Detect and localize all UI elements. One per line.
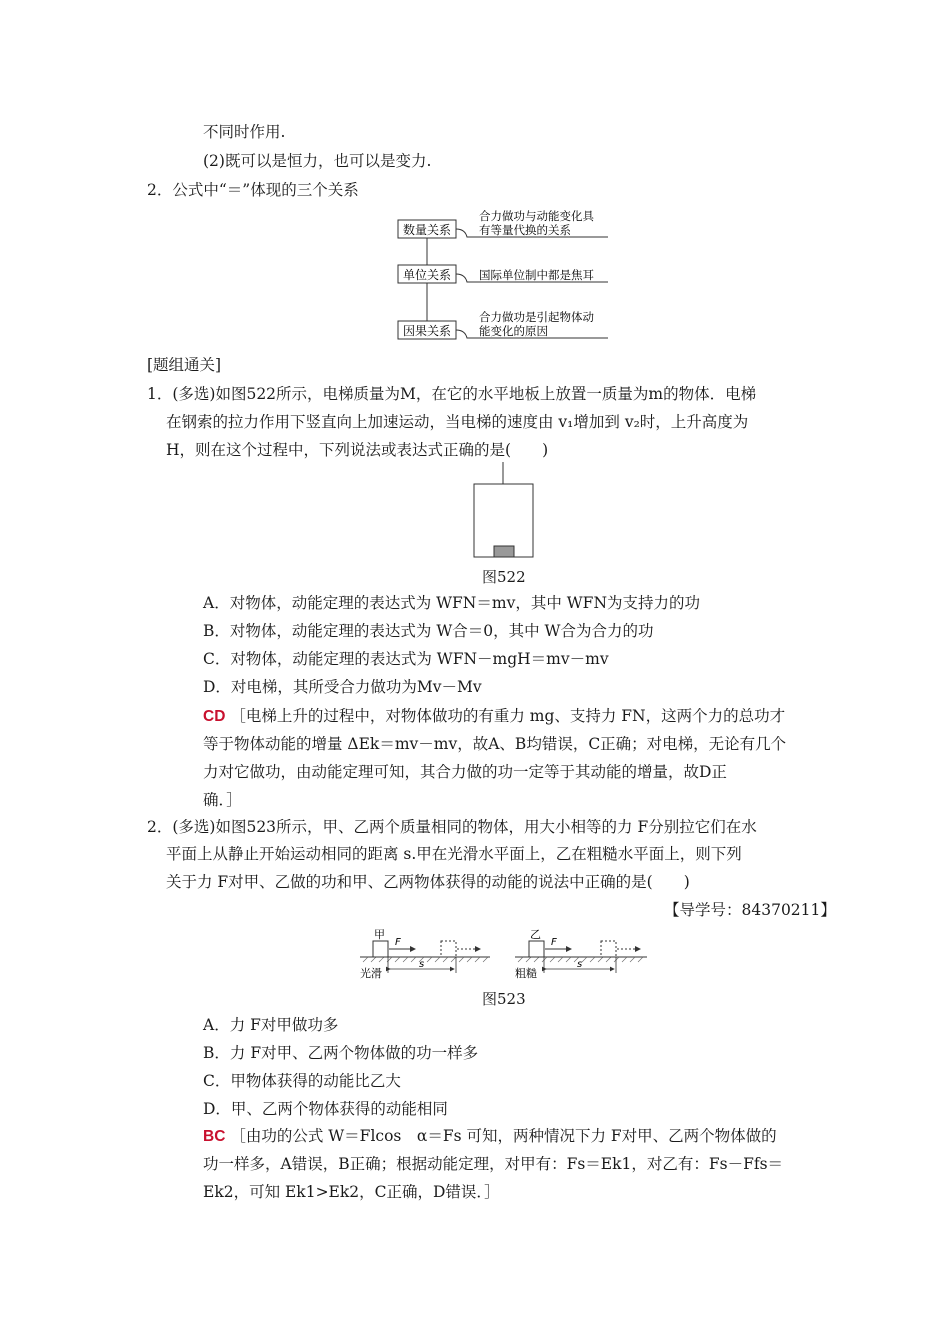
guide-number: 【导学号：84370211】 [664,901,836,919]
figure-523-caption: 图523 [482,990,526,1008]
force-figure [355,925,655,980]
label-rough: 粗糙 [515,967,537,980]
box-label-unit: 单位关系 [402,268,452,282]
force-label-left: F [395,937,401,948]
q2-option-c: C．甲物体获得的动能比乙大 [203,1072,401,1090]
q1-explanation-1 [203,706,785,727]
q1-option-d: D．对电梯，其所受合力做功为Mv－Mv [203,678,482,696]
q2-explanation-text-1: ［由功的公式 W＝Flcos α＝Fs 可知，两种情况下力 F对甲、乙两个物体做的 [230,1127,777,1145]
q2-option-d: D．甲、乙两个物体获得的动能相同 [203,1100,448,1118]
label-jia: 甲 [374,928,385,941]
desc-cause-1: 合力做功是引起物体动 [479,310,594,324]
box-label-cause: 因果关系 [402,324,452,338]
label-yi: 乙 [530,928,541,941]
q2-stem-1: 2．(多选)如图523所示，甲、乙两个质量相同的物体，用大小相等的力 F分别拉它们在水 [147,818,757,836]
q2-answer: BC [203,1128,226,1145]
relationship-diagram [395,207,615,342]
q1-stem-3: H，则在这个过程中，下列说法或表达式正确的是( ) [166,441,549,459]
intro-line-2: (2)既可以是恒力，也可以是变力. [203,152,432,170]
q1-explanation-3: 力对它做功，由动能定理可知，其合力做的功一定等于其动能的增量，故D正 [203,763,727,781]
q2-explanation-1 [203,1126,777,1147]
block-yi [529,941,544,957]
distance-label-right: s [577,959,583,970]
q2-option-b: B．力 F对甲、乙两个物体做的功一样多 [203,1044,479,1062]
desc-cause-2: 能变化的原因 [479,324,548,338]
distance-label-left: s [419,959,425,970]
box-label-quantity: 数量关系 [402,223,452,237]
figure-522-caption: 图522 [482,568,526,586]
group-title: [题组通关] [147,356,222,374]
q1-option-a: A．对物体，动能定理的表达式为 WFN＝mv，其中 WFN为支持力的功 [203,594,701,612]
section-2-title: 2．公式中“＝”体现的三个关系 [147,181,359,199]
desc-quantity-2: 有等量代换的关系 [479,223,571,237]
q1-answer: CD [203,708,226,725]
force-label-right: F [551,937,557,948]
q1-explanation-text-1: ［电梯上升的过程中，对物体做功的有重力 mg、支持力 FN，这两个力的总功才 [230,707,786,725]
q1-explanation-4: 确．］ [203,791,242,809]
q2-stem-3: 关于力 F对甲、乙做的功和甲、乙两物体获得的动能的说法中正确的是( ) [166,873,690,891]
q2-stem-2: 平面上从静止开始运动相同的距离 s.甲在光滑水平面上，乙在粗糙水平面上，则下列 [166,845,742,863]
block-jia [373,941,388,957]
q1-option-b: B．对物体，动能定理的表达式为 W合＝0，其中 W合为合力的功 [203,622,654,640]
intro-line-1: 不同时作用. [203,123,286,141]
q2-explanation-2: 功一样多，A错误，B正确；根据动能定理，对甲有：Fs＝Ek1，对乙有：Fs－Ffs＝ [203,1155,784,1173]
desc-quantity-1: 合力做功与动能变化具 [479,209,594,223]
elevator-figure [470,462,540,562]
q1-option-c: C．对物体，动能定理的表达式为 WFN－mgH＝mv－mv [203,650,609,668]
q1-explanation-2: 等于物体动能的增量 ΔEk＝mv－mv，故A、B均错误，C正确；对电梯，无论有几个 [203,735,787,753]
q1-stem-1: 1．(多选)如图522所示，电梯质量为M，在它的水平地板上放置一质量为m的物体．电梯 [147,385,757,403]
desc-unit-1: 国际单位制中都是焦耳 [479,268,594,282]
label-smooth: 光滑 [360,967,382,980]
q2-explanation-3: Ek2，可知 Ek1>Ek2，C正确，D错误．］ [203,1183,500,1201]
q2-option-a: A．力 F对甲做功多 [203,1016,339,1034]
object-block [494,546,514,557]
q1-stem-2: 在钢索的拉力作用下竖直向上加速运动，当电梯的速度由 v₁增加到 v₂时，上升高度为 [166,413,749,431]
